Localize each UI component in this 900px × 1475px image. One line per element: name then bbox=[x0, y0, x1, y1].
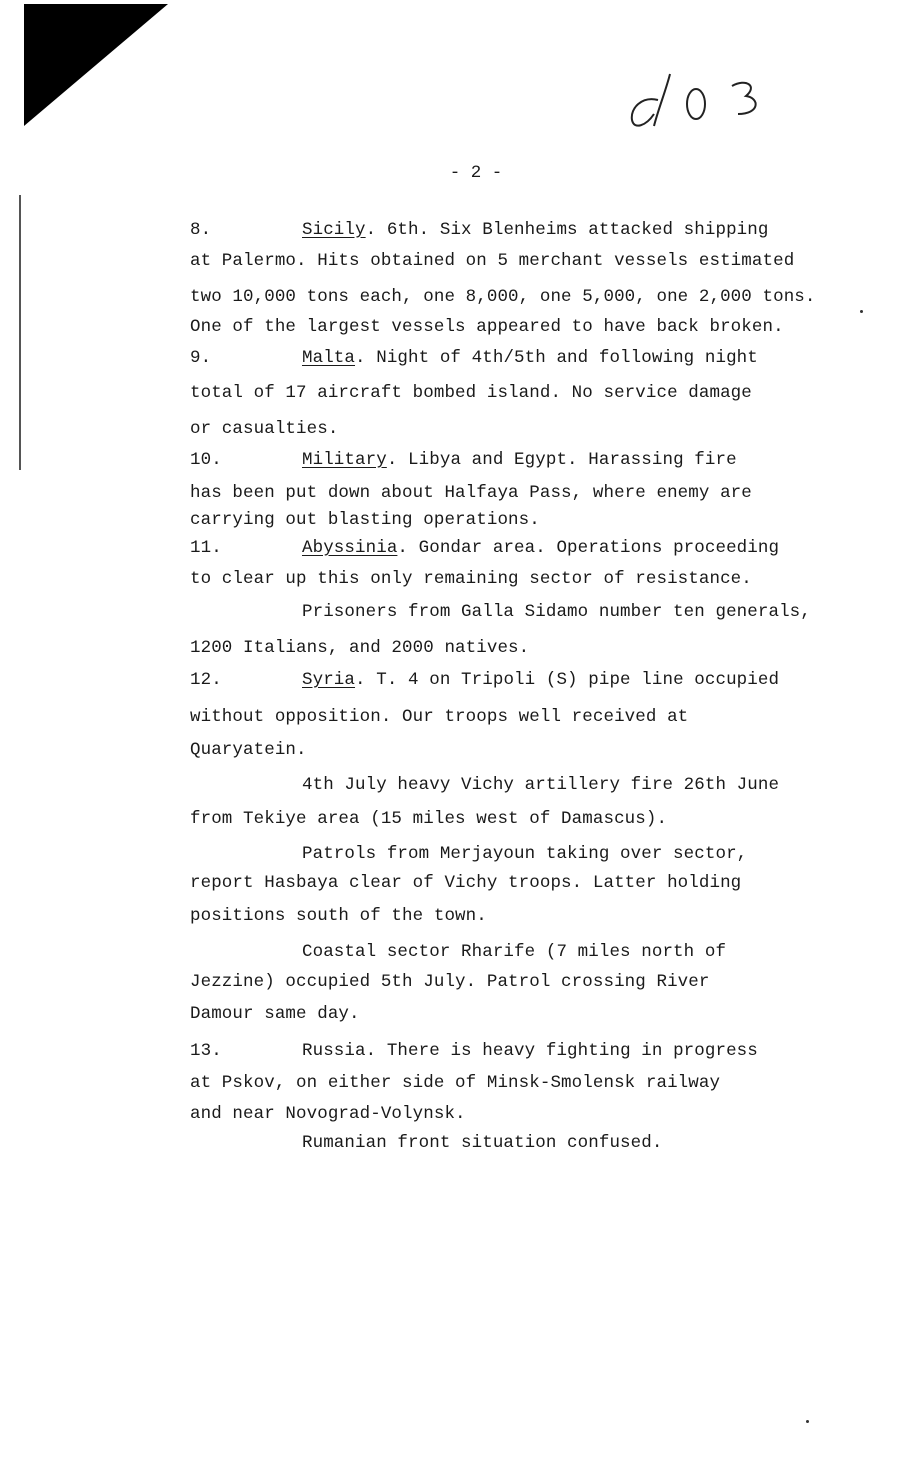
handwritten-number bbox=[600, 60, 800, 150]
text-line: Rumanian front situation confused. bbox=[302, 1133, 663, 1153]
text-line: two 10,000 tons each, one 8,000, one 5,000, one 2,000 tons. bbox=[190, 287, 816, 307]
para-heading: Abyssinia bbox=[302, 538, 398, 558]
para-heading: Military bbox=[302, 450, 387, 470]
para-10-first-line bbox=[190, 450, 737, 470]
text-line: carrying out blasting operations. bbox=[190, 510, 540, 530]
para-heading: Malta bbox=[302, 348, 356, 368]
para-8-first-line bbox=[190, 220, 769, 240]
para-number: 8. bbox=[190, 220, 212, 240]
para-11-first-line bbox=[190, 538, 779, 558]
text-line: without opposition. Our troops well received at bbox=[190, 707, 689, 727]
para-text: . Gondar area. Operations proceeding bbox=[397, 538, 780, 558]
text-line: Coastal sector Rharife (7 miles north of bbox=[302, 942, 727, 962]
text-line: to clear up this only remaining sector of resistance. bbox=[190, 569, 752, 589]
text-line: Jezzine) occupied 5th July. Patrol crossing River bbox=[190, 972, 710, 992]
text-line: at Pskov, on either side of Minsk-Smolensk railway bbox=[190, 1073, 721, 1093]
para-heading: Russia bbox=[302, 1041, 366, 1061]
para-12-first-line bbox=[190, 670, 779, 690]
para-9-first-line bbox=[190, 348, 758, 368]
para-text: . Night of 4th/5th and following night bbox=[355, 348, 758, 368]
text-line: Quaryatein. bbox=[190, 740, 307, 760]
text-line: Damour same day. bbox=[190, 1004, 360, 1024]
text-line: Prisoners from Galla Sidamo number ten generals, bbox=[302, 602, 811, 622]
para-number: 12. bbox=[190, 670, 222, 690]
text-line: 4th July heavy Vichy artillery fire 26th June bbox=[302, 775, 780, 795]
text-line: Patrols from Merjayoun taking over sector, bbox=[302, 844, 748, 864]
text-line: One of the largest vessels appeared to have back broken. bbox=[190, 317, 784, 337]
para-number: 11. bbox=[190, 538, 222, 558]
para-number: 10. bbox=[190, 450, 222, 470]
para-text: . T. 4 on Tripoli (S) pipe line occupied bbox=[355, 670, 780, 690]
para-heading: Sicily bbox=[302, 220, 366, 240]
text-line: has been put down about Halfaya Pass, where enemy are bbox=[190, 483, 752, 503]
text-line: and near Novograd-Volynsk. bbox=[190, 1104, 466, 1124]
page-number: - 2 - bbox=[449, 163, 503, 183]
para-text: . Libya and Egypt. Harassing fire bbox=[386, 450, 737, 470]
text-line: total of 17 aircraft bombed island. No service damage bbox=[190, 383, 752, 403]
para-number: 13. bbox=[190, 1041, 222, 1061]
scan-speck bbox=[860, 310, 863, 313]
text-line: or casualties. bbox=[190, 419, 339, 439]
para-heading: Syria bbox=[302, 670, 356, 690]
text-line: report Hasbaya clear of Vichy troops. Latter holding bbox=[190, 873, 742, 893]
para-13-first-line bbox=[190, 1041, 758, 1061]
corner-mark bbox=[24, 4, 168, 126]
para-text: . 6th. Six Blenheims attacked shipping bbox=[365, 220, 769, 240]
text-line: from Tekiye area (15 miles west of Damascus). bbox=[190, 809, 668, 829]
para-number: 9. bbox=[190, 348, 212, 368]
margin-line bbox=[19, 195, 21, 470]
scan-speck bbox=[806, 1420, 809, 1423]
para-text: . There is heavy fighting in progress bbox=[365, 1041, 758, 1061]
text-line: at Palermo. Hits obtained on 5 merchant vessels estimated bbox=[190, 251, 795, 271]
text-line: positions south of the town. bbox=[190, 906, 487, 926]
text-line: 1200 Italians, and 2000 natives. bbox=[190, 638, 530, 658]
